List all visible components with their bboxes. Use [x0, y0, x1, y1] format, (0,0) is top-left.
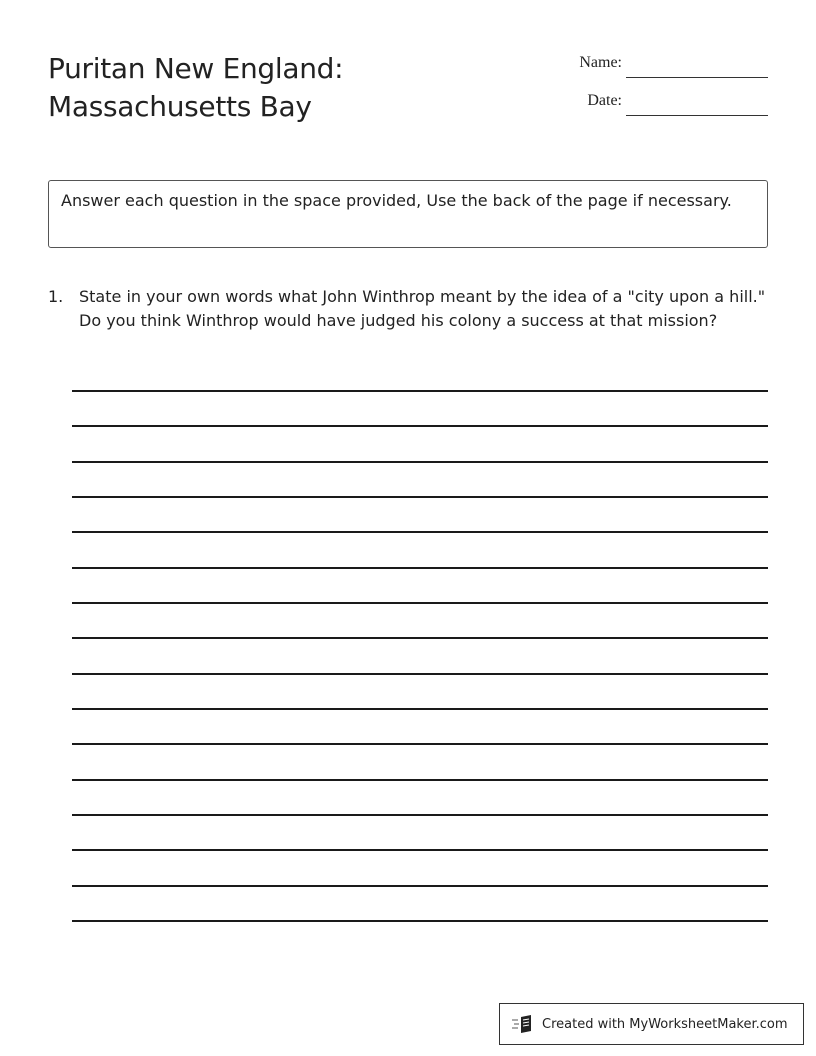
answer-line[interactable]	[72, 461, 768, 463]
answer-line[interactable]	[72, 425, 768, 427]
answer-line[interactable]	[72, 496, 768, 498]
question-text: State in your own words what John Winthrop meant by the idea of a "city upon a hill." Do you think Winthrop would have judged his colony a success at that mission?	[79, 287, 766, 330]
answer-line[interactable]	[72, 673, 768, 675]
footer-text: Created with MyWorksheetMaker.com	[542, 1016, 788, 1032]
answer-line[interactable]	[72, 814, 768, 816]
answer-line[interactable]	[72, 602, 768, 604]
answer-line[interactable]	[72, 849, 768, 851]
title-line-1: Puritan New England:	[48, 52, 344, 85]
answer-line[interactable]	[72, 567, 768, 569]
title-line-2: Massachusetts Bay	[48, 90, 312, 123]
answer-line[interactable]	[72, 708, 768, 710]
answer-line[interactable]	[72, 779, 768, 781]
date-input-line[interactable]	[626, 115, 768, 116]
name-input-line[interactable]	[626, 77, 768, 78]
date-label: Date:	[587, 92, 622, 109]
worksheet-title	[48, 50, 343, 126]
answer-line[interactable]	[72, 637, 768, 639]
name-label: Name:	[579, 54, 622, 71]
question-number: 1.	[48, 287, 64, 306]
answer-line[interactable]	[72, 390, 768, 392]
footer-credit	[499, 1003, 804, 1045]
answer-line[interactable]	[72, 885, 768, 887]
answer-line[interactable]	[72, 743, 768, 745]
instructions-box: Answer each question in the space provided, Use the back of the page if necessary.	[48, 180, 768, 248]
answer-line[interactable]	[72, 920, 768, 922]
worksheet-logo-icon	[512, 1014, 536, 1034]
answer-line[interactable]	[72, 531, 768, 533]
